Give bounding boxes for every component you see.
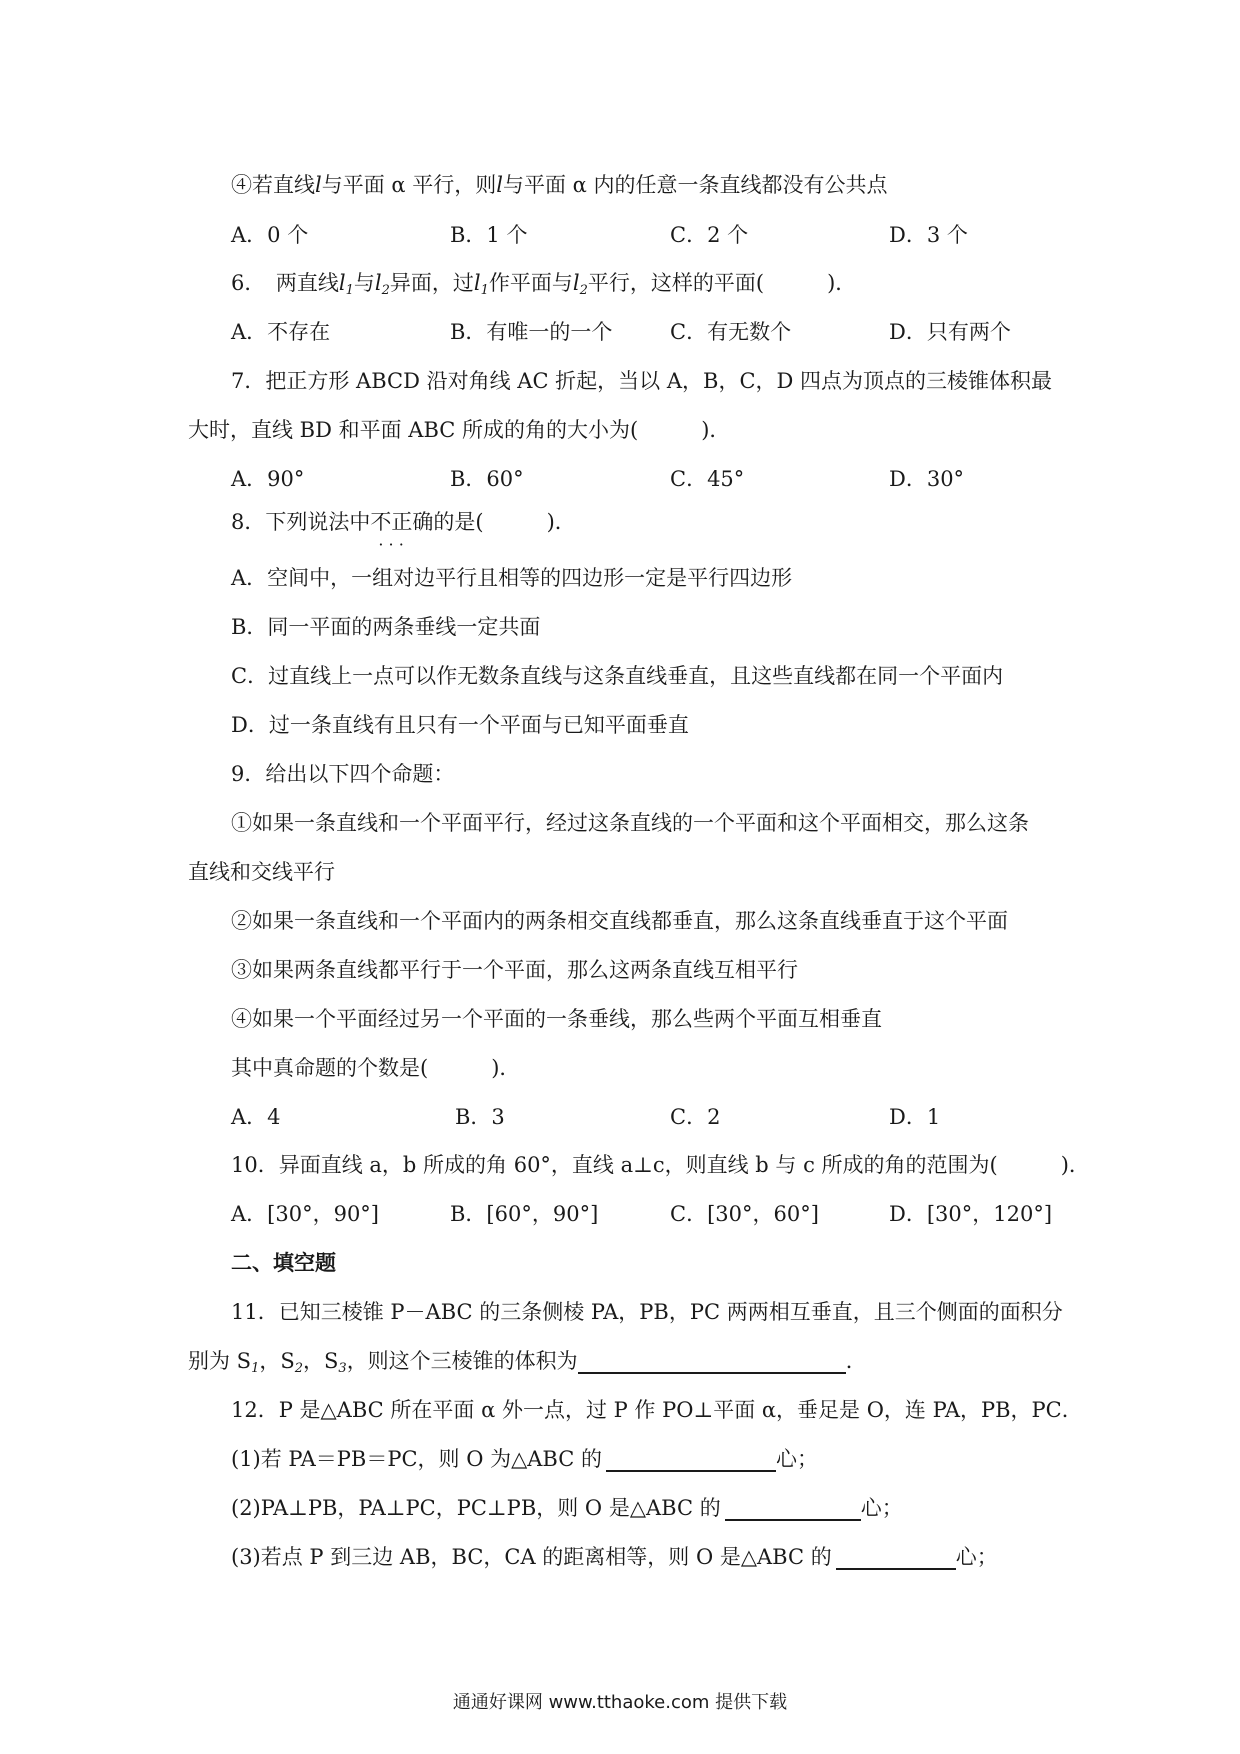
q9-option-c: C．2 xyxy=(670,1105,721,1129)
q10-option-b: B．[60°，90°] xyxy=(450,1202,599,1226)
q9-proposition-1-line1: ①如果一条直线和一个平面平行，经过这条直线的一个平面和这个平面相交，那么这条 xyxy=(231,811,1029,835)
q8-option-b: B．同一平面的两条垂线一定共面 xyxy=(231,615,541,639)
q7-option-c: C．45° xyxy=(670,467,745,491)
q5-option-b: B．1 个 xyxy=(450,223,528,247)
q6-option-b: B．有唯一的一个 xyxy=(450,320,613,344)
q9-proposition-4: ④如果一个平面经过另一个平面的一条垂线，那么些两个平面互相垂直 xyxy=(231,1007,882,1031)
q12-part-2: (2)PA⊥PB，PA⊥PC，PC⊥PB，则 O 是△ABC 的 心； xyxy=(231,1496,903,1520)
q5-statement-4: ④若直线l与平面 α 平行，则l与平面 α 内的任意一条直线都没有公共点 xyxy=(231,173,888,197)
q6-option-a: A．不存在 xyxy=(231,320,331,344)
q9-proposition-1-line2: 直线和交线平行 xyxy=(188,860,335,884)
q6-stem: 6． 两直线$l_1$与$l_2$异面，过$l_1$作平面与$l_2$平行，这样的平面( )． xyxy=(231,271,857,298)
q7-stem-line2: 大时，直线 BD 和平面 ABC 所成的角的大小为( )． xyxy=(188,418,731,442)
answer-blank[interactable] xyxy=(578,1348,846,1374)
q7-stem-line1: 7．把正方形 ABCD 沿对角线 AC 折起，当以 A，B，C，D 四点为顶点的三棱锥体积最 xyxy=(231,369,1053,393)
q10-stem: 10．异面直线 a，b 所成的角 60°，直线 a⊥c，则直线 b 与 c 所成的角的范围为( )． xyxy=(231,1153,1090,1177)
q12-part-1: (1)若 PA＝PB＝PC，则 O 为△ABC 的 心； xyxy=(231,1447,818,1471)
q9-question: 其中真命题的个数是( )． xyxy=(231,1056,521,1080)
answer-blank[interactable] xyxy=(836,1544,956,1570)
q7-option-b: B．60° xyxy=(450,467,524,491)
q8-option-c: C．过直线上一点可以作无数条直线与这条直线垂直，且这些直线都在同一个平面内 xyxy=(231,664,1004,688)
q5-option-a: A．0 个 xyxy=(231,223,309,247)
emphasis-dots: · · · xyxy=(378,535,404,554)
var-l: l xyxy=(315,173,322,197)
q6-option-c: C．有无数个 xyxy=(670,320,792,344)
answer-blank[interactable] xyxy=(606,1446,776,1472)
q5-option-d: D．3 个 xyxy=(889,223,968,247)
q10-option-d: D．[30°，120°] xyxy=(889,1202,1053,1226)
section-heading: 二、填空题 xyxy=(231,1251,336,1275)
page-footer: 通通好课网 www.tthaoke.com 提供下载 xyxy=(452,1692,788,1713)
q11-stem-line1: 11．已知三棱锥 P－ABC 的三条侧棱 PA，PB，PC 两两相互垂直，且三个侧面的面积分 xyxy=(231,1300,1063,1324)
q12-part-3: (3)若点 P 到三边 AB，BC，CA 的距离相等，则 O 是△ABC 的 心； xyxy=(231,1545,998,1569)
q10-option-c: C．[30°，60°] xyxy=(670,1202,819,1226)
q7-option-d: D．30° xyxy=(889,467,965,491)
q12-stem: 12．P 是△ABC 所在平面 α 外一点，过 P 作 PO⊥平面 α，垂足是 O，连 PA，PB，PC． xyxy=(231,1398,1083,1422)
q9-option-b: B．3 xyxy=(455,1105,505,1129)
q9-stem: 9．给出以下四个命题： xyxy=(231,762,455,786)
q8-option-a: A．空间中，一组对边平行且相等的四边形一定是平行四边形 xyxy=(231,566,793,590)
q5-option-c: C．2 个 xyxy=(670,223,749,247)
answer-blank[interactable] xyxy=(725,1495,861,1521)
q10-option-a: A．[30°，90°] xyxy=(231,1202,379,1226)
q9-option-d: D．1 xyxy=(889,1105,941,1129)
q6-option-d: D．只有两个 xyxy=(889,320,1011,344)
q8-option-d: D．过一条直线有且只有一个平面与已知平面垂直 xyxy=(231,713,689,737)
q8-stem: 8．下列说法中不正确 · · · 的是( )． xyxy=(231,507,576,537)
q11-stem-line2: 别为 $S_1$，$S_2$，$S_3$，则这个三棱锥的体积为 ． xyxy=(188,1349,867,1376)
q9-option-a: A．4 xyxy=(231,1105,281,1129)
q7-option-a: A．90° xyxy=(231,467,305,491)
var-l: l xyxy=(496,173,503,197)
emphasis-text: 不正确 · · · xyxy=(370,510,433,534)
q9-proposition-3: ③如果两条直线都平行于一个平面，那么这两条直线互相平行 xyxy=(231,958,798,982)
q9-proposition-2: ②如果一条直线和一个平面内的两条相交直线都垂直，那么这条直线垂直于这个平面 xyxy=(231,909,1008,933)
